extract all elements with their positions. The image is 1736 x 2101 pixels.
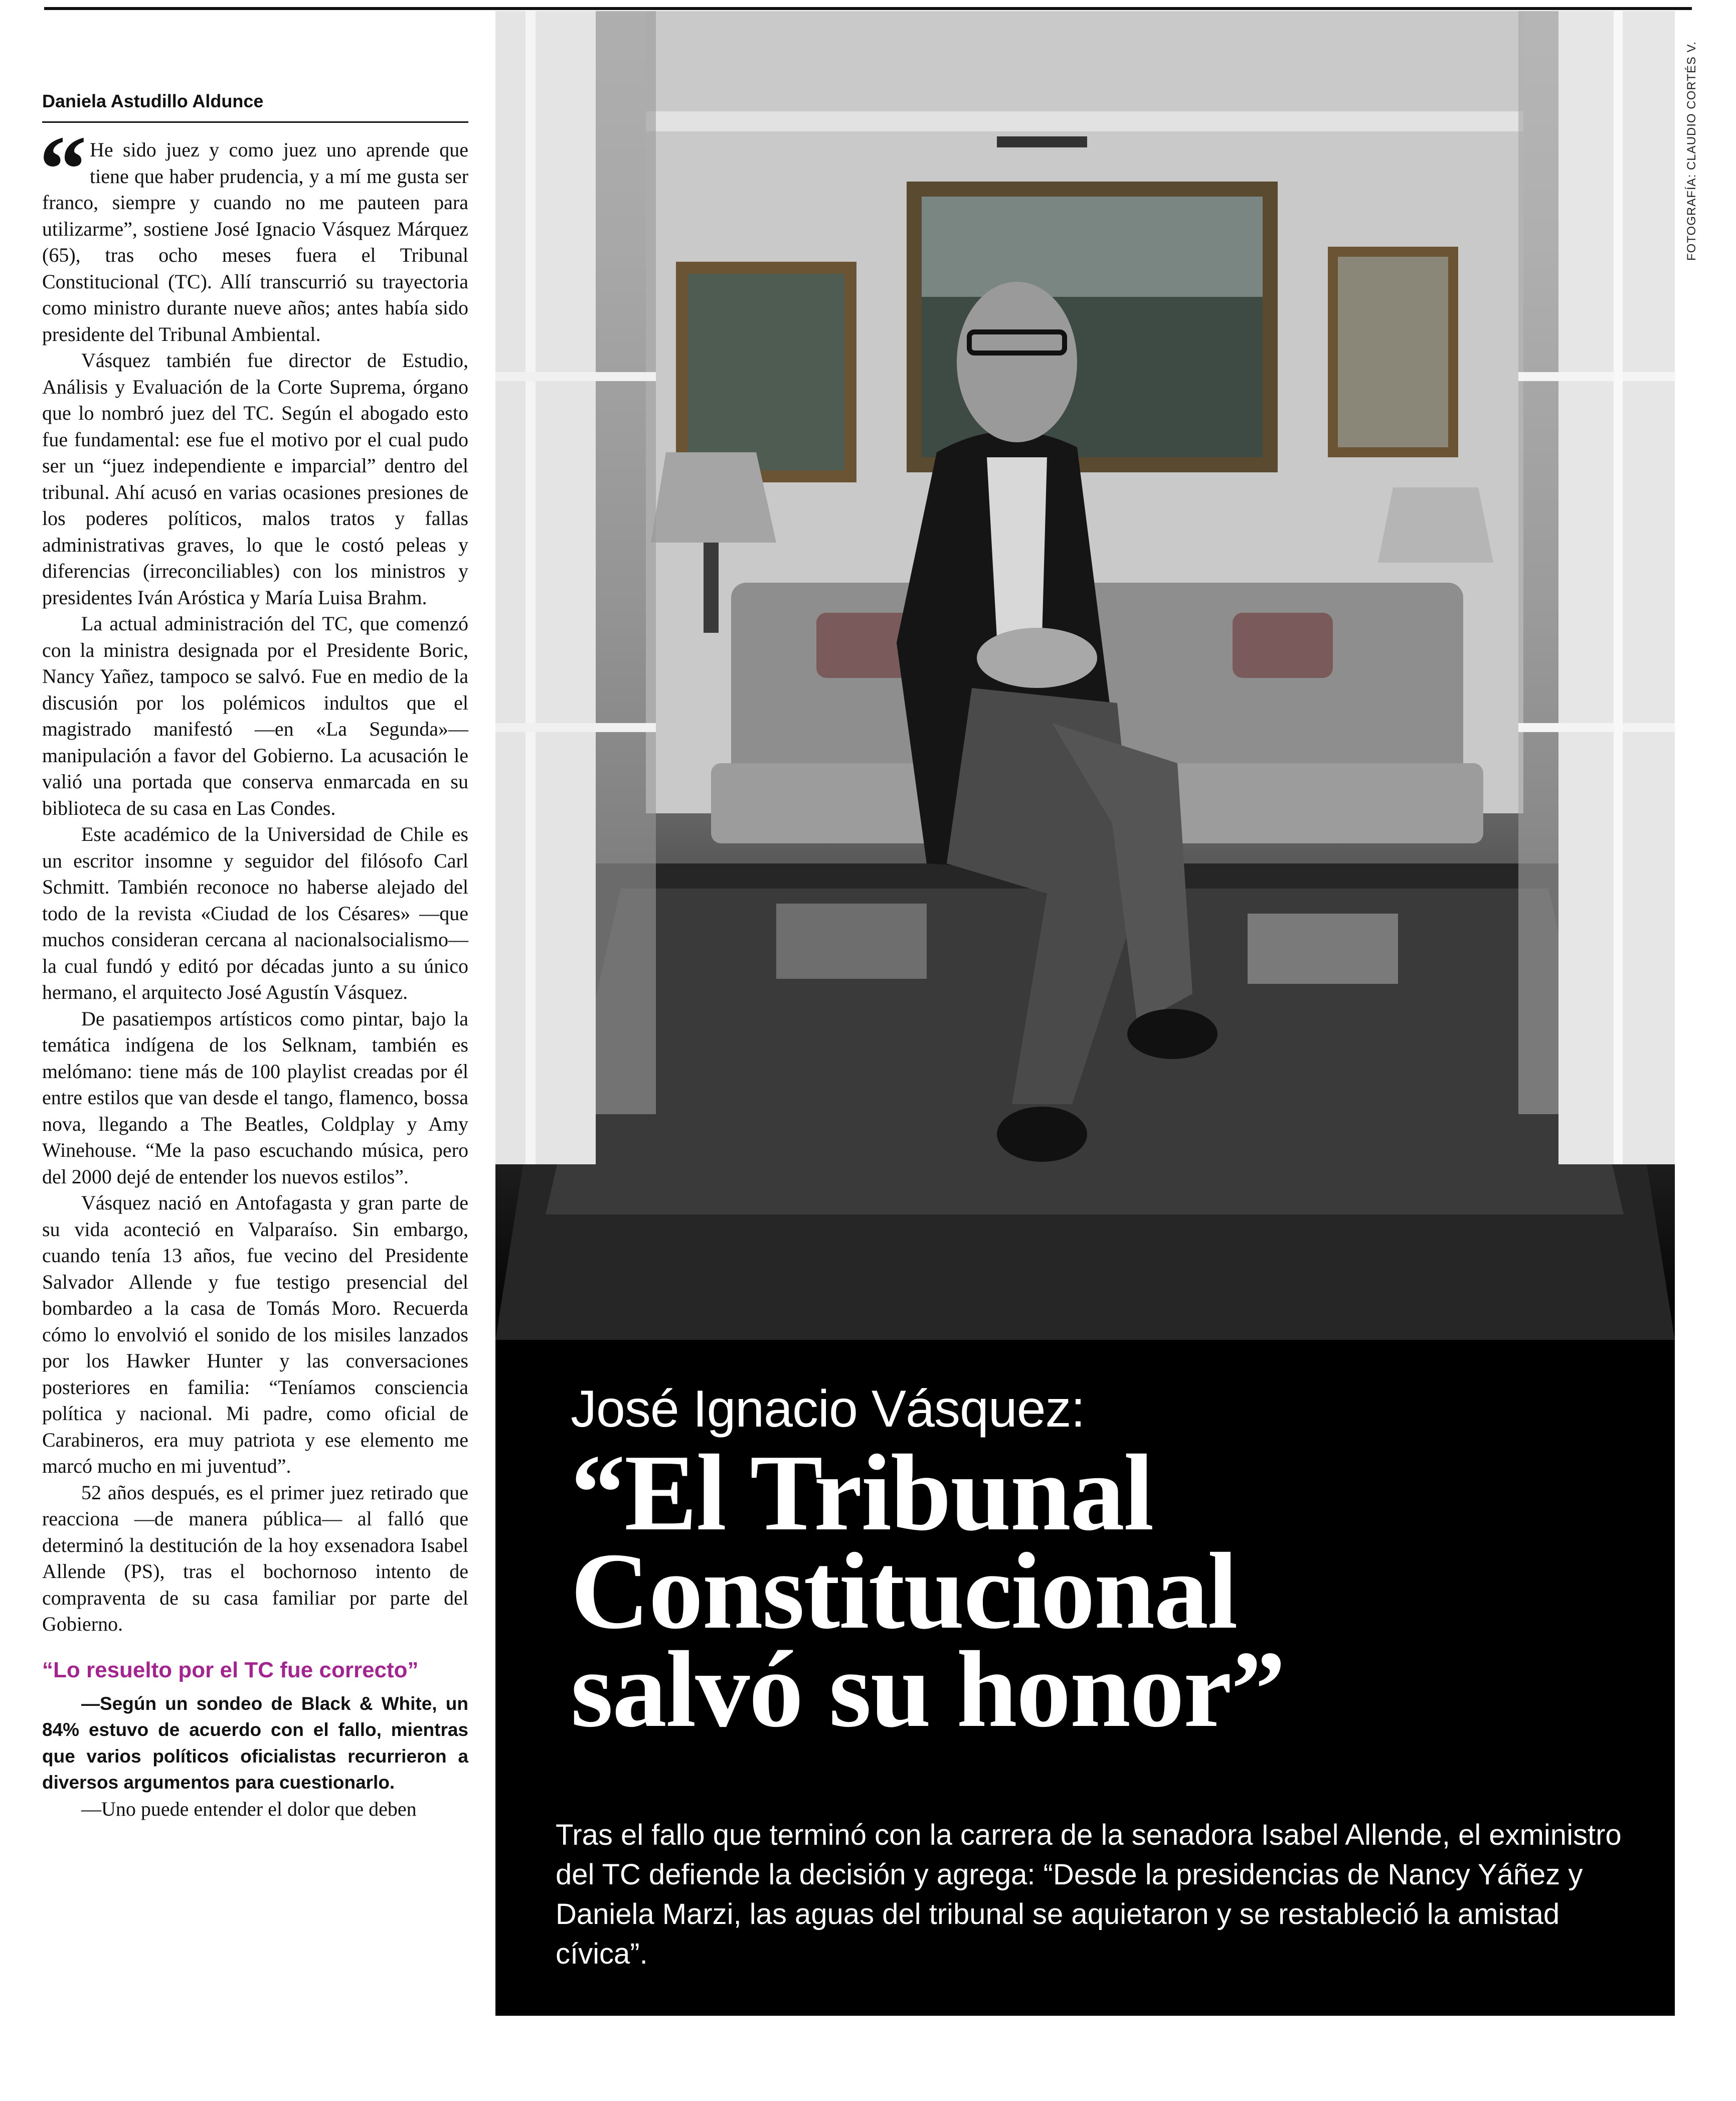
interview-question: —Según un sondeo de Black & White, un 84% estuvo de acuerdo con el fallo, mientras que varios políticos oficialistas recurrieron a diversos argumentos para cuestionarlo. — [42, 1693, 468, 1793]
paragraph-2: Vásquez también fue director de Estudio, Análisis y Evaluación de la Corte Suprema, órgano que lo nombró juez del TC. Según el abogado esto fue fundamental: ese fue el motivo por el cual pudo ser un “juez independiente e imparcial” dentro del tribunal. Ahí acusó en varias ocasiones presiones de los poderes políticos, malos tratos y fallas administrativas graves, lo que le costó peleas y diferencias (irreconciliables) con los ministros y presidentes Iván Aróstica y María Luisa Brahm. — [42, 349, 468, 609]
article-body — [39, 90, 468, 1822]
paragraph-1-text: He sido juez y como juez uno aprende que tiene que haber prudencia, y a mí me gusta ser franco, siempre y cuando no me pauteen para utilizarme”, sostiene José Ignacio Vásquez Márquez (65), tras ocho meses fuera el Tribunal Constitucional (TC). Allí transcurrió su trayectoria como ministro durante nueve años; antes había sido presidente del Tribunal Ambiental. — [42, 138, 468, 345]
deck-summary: Tras el fallo que terminó con la carrera de la senadora Isabel Allende, el exministro del TC defiende la decisión y agrega: “Desde la presidencias de Nancy Yáñez y Daniela Marzi, las aguas del tribunal se aquietaron y se restableció la amistad cívica”. — [556, 1819, 1622, 1970]
paragraph-7: 52 años después, es el primer juez retirado que reacciona —de manera pública— al falló que determinó la destitución de la hoy exsenadora Isabel Allende (PS), tras el bochornoso intento de compraventa de su casa familiar por parte del Gobierno. — [42, 1481, 468, 1635]
section-subhead: “Lo resuelto por el TC fue correcto” — [42, 1657, 419, 1682]
paragraph-3: La actual administración del TC, que comenzó con la ministra designada por el Presidente Boric, Nancy Yañez, tampoco se salvó. Fue en medio de la discusión por los polémicos indultos que el magistrado manifestó —en «La Segunda»— manipulación a favor del Gobierno. La acusación le valió una portada que conserva enmarcada en su biblioteca de su casa en Las Condes. — [42, 612, 468, 819]
paragraph-1 — [39, 117, 468, 347]
paragraph-4: Este académico de la Universidad de Chile es un escritor insomne y seguidor del filósofo Carl Schmitt. También reconoce no haberse alejado del todo de la revista «Ciudad de los Césares» —que muchos consideran cercana al nacionalsocialismo— la cual fundó y editó por décadas junto a su único hermano, el arquitecto José Agustín Vásquez. — [42, 823, 468, 1003]
headline-line-2: Constitucional — [571, 1531, 1237, 1652]
opening-quote-mark: “ — [39, 117, 87, 222]
portrait-illustration — [495, 11, 1675, 1340]
paragraph-5: De pasatiempos artísticos como pintar, bajo la temática indígena de los Selknam, también es melómano: tiene más de 100 playlist creadas por él entre estilos que van desde el tango, flamenco, bossa nova, llegando a The Beatles, Coldplay y Amy Winehouse. “Me la paso escuchando música, pero del 2000 dejé de entender los nuevos estilos”. — [42, 1007, 468, 1188]
portrait-photo — [495, 11, 1675, 1340]
paragraph-6: Vásquez nació en Antofagasta y gran parte de su vida aconteció en Valparaíso. Sin embargo, cuando tenía 13 años, fue vecino del Presidente Salvador Allende y fue testigo presencial del bombardeo a la casa de Tomás Moro. Recuerda cómo lo envolvió el sonido de los misiles lanzados por los Hawker Hunter y las conversaciones posteriores en familia: “Teníamos consciencia política y nacional. Mi padre, como oficial de Carabineros, era muy patriota y ese elemento me marcó mucho en mi juventud”. — [42, 1191, 468, 1477]
headline-kicker: José Ignacio Vásquez: — [571, 1380, 1085, 1438]
headline-line-1: “El Tribunal — [571, 1433, 1153, 1553]
byline: Daniela Astudillo Aldunce — [42, 90, 468, 123]
photo-credit: FOTOGRAFÍA: CLAUDIO CORTÉS V. — [1685, 41, 1698, 261]
top-rule — [44, 7, 1692, 10]
headline — [571, 1433, 1649, 1750]
interview-answer-start: —Uno puede entender el dolor que deben — [81, 1797, 417, 1820]
headline-line-3: salvó su honor” — [571, 1629, 1285, 1750]
